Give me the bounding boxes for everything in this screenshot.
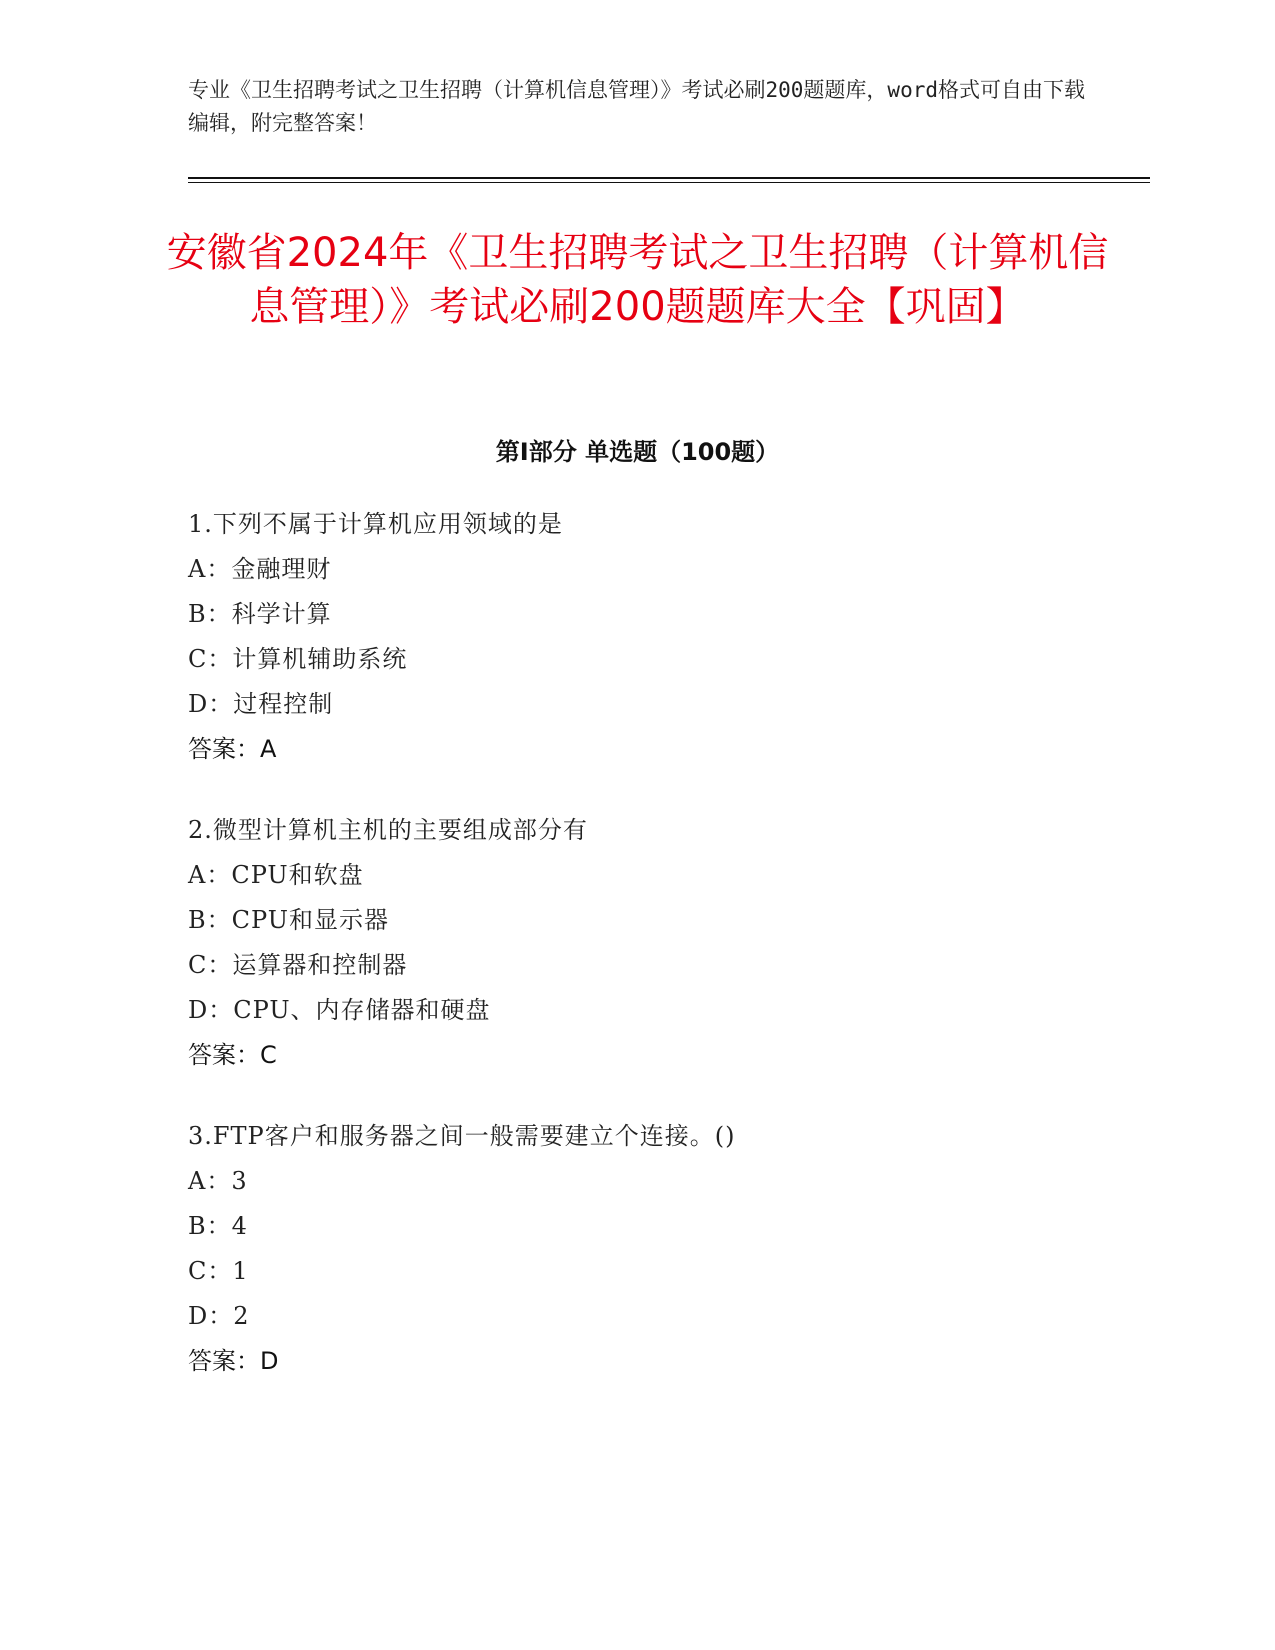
question-1: [188, 502, 1088, 772]
option-c: C：计算机辅助系统: [188, 645, 408, 673]
answer: 答案：A: [188, 735, 277, 763]
question-stem: 1.下列不属于计算机应用领域的是: [188, 510, 563, 538]
option-d: D：过程控制: [188, 690, 334, 718]
question-stem: 2.微型计算机主机的主要组成部分有: [188, 816, 588, 844]
option-b: B：CPU和显示器: [188, 906, 389, 934]
header-rule-thick: [188, 177, 1150, 179]
option-b: B：4: [188, 1212, 248, 1240]
option-a: A：3: [188, 1167, 248, 1195]
question-3: [188, 1114, 1088, 1384]
header-rule-thin: [188, 182, 1150, 183]
option-b: B：科学计算: [188, 600, 332, 628]
question-2: [188, 808, 1088, 1078]
answer: 答案：D: [188, 1347, 279, 1375]
question-stem: 3.FTP客户和服务器之间一般需要建立个连接。(): [188, 1122, 736, 1150]
option-d: D：CPU、内存储器和硬盘: [188, 996, 491, 1024]
header-note: 专业《卫生招聘考试之卫生招聘（计算机信息管理）》考试必刷200题题库，word格式可自由下载编辑，附完整答案！: [188, 78, 1085, 135]
option-c: C：运算器和控制器: [188, 951, 408, 979]
option-d: D：2: [188, 1302, 250, 1330]
section-title: 第Ⅰ部分 单选题（100题）: [495, 438, 780, 466]
option-a: A：金融理财: [188, 555, 332, 583]
option-c: C：1: [188, 1257, 249, 1285]
option-a: A：CPU和软盘: [188, 861, 364, 889]
document-title: 安徽省2024年《卫生招聘考试之卫生招聘（计算机信息管理）》考试必刷200题题库大全【巩固】: [166, 230, 1109, 330]
answer: 答案：C: [188, 1041, 277, 1069]
